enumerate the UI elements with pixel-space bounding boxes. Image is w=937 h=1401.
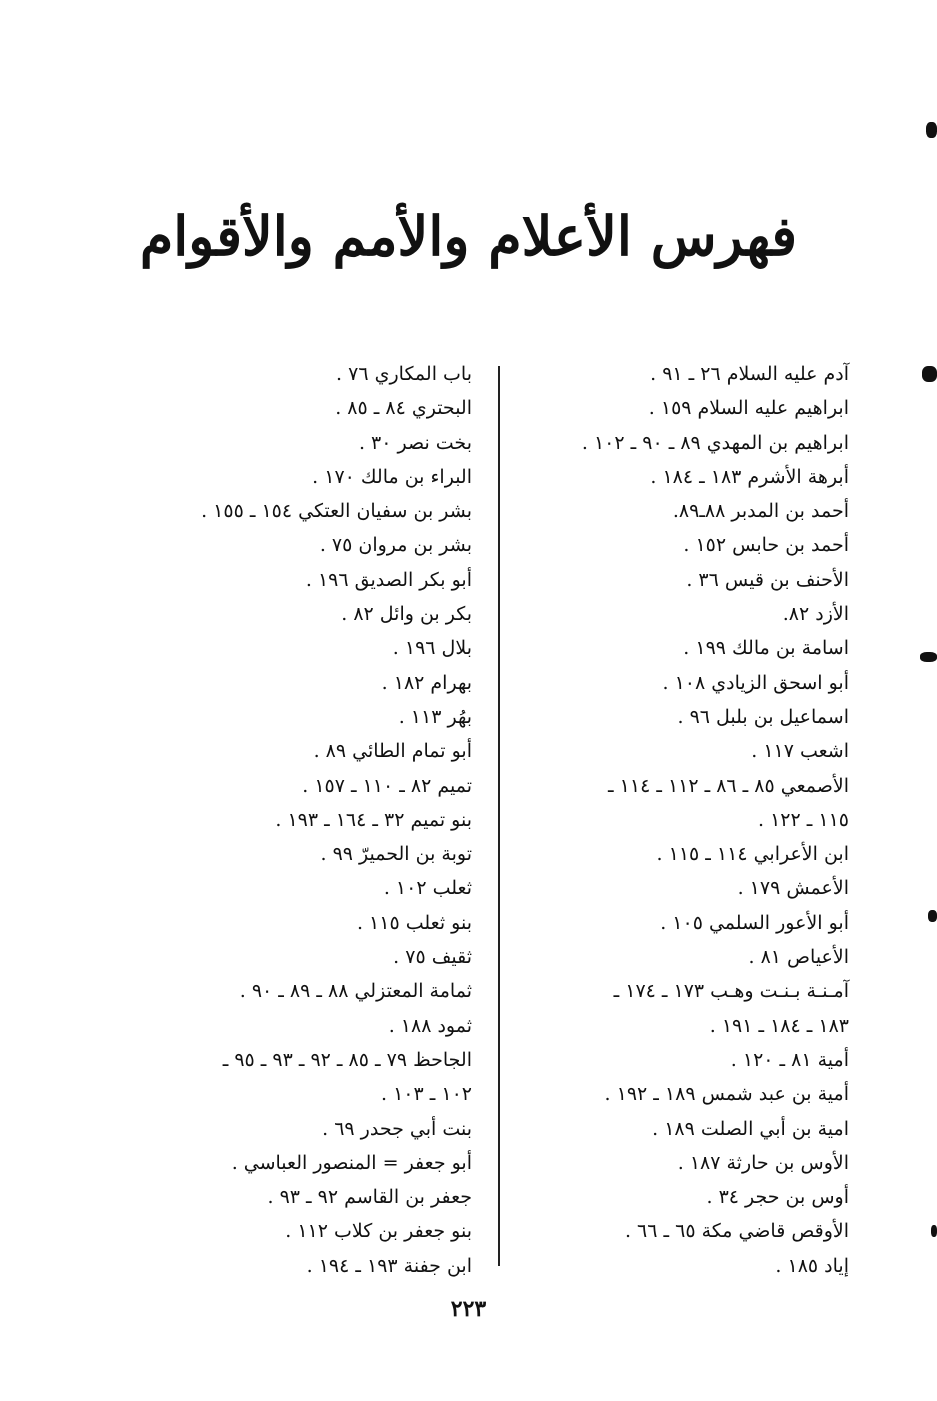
index-entry: باب المكاري ٧٦ . xyxy=(336,363,472,385)
index-entry: ثقيف ٧٥ . xyxy=(393,946,472,969)
index-entry: بلال ١٩٦ . xyxy=(392,637,472,660)
index-entry: ابن الأعرابي ١١٤ ـ ١١٥ . xyxy=(656,843,849,866)
index-entry: بشر بن مروان ٧٥ . xyxy=(319,534,472,557)
index-entry: الجاحظ ٧٩ ـ ٨٥ ـ ٩٢ ـ ٩٣ ـ ٩٥ ـ xyxy=(222,1048,472,1071)
index-entry: بهرام ١٨٢ . xyxy=(381,671,472,694)
index-column-right xyxy=(449,357,849,1283)
index-entry: بنو تميم ٣٢ ـ ١٦٤ ـ ١٩٣ . xyxy=(275,808,472,831)
index-entry: أحمد بن حابس ١٥٢ . xyxy=(683,534,849,557)
index-entry: البحتري ٨٤ ـ ٨٥ . xyxy=(335,397,472,420)
index-entry: ثعلب ١٠٢ . xyxy=(383,877,472,900)
index-entry: بكر بن وائل ٨٢ . xyxy=(341,603,472,626)
column-divider xyxy=(498,366,500,1266)
index-entry-continuation: ١٠٢ ـ ١٠٣ . xyxy=(381,1083,472,1106)
index-entry: البراء بن مالك ١٧٠ . xyxy=(312,465,472,488)
page-title: فهرس الأعلام والأمم والأقوام xyxy=(139,204,798,268)
index-entry: آمـنـة بـنـت وهـب ١٧٣ ـ ١٧٤ ـ xyxy=(613,980,849,1003)
index-entry-continuation: ١١٥ ـ ١٢٢ . xyxy=(758,808,849,831)
index-entry: تميم ٨٢ ـ ١١٠ ـ ١٥٧ . xyxy=(302,774,472,797)
index-entry: بنت أبي جحدر ٦٩ . xyxy=(322,1117,472,1140)
index-entry: أبو اسحق الزيادي ١٠٨ . xyxy=(662,671,849,694)
page-number: ٢٢٣ xyxy=(450,1296,487,1322)
index-entry: بهُر ١١٣ . xyxy=(398,705,472,728)
index-entry: ابراهيم بن المهدي ٨٩ ـ ٩٠ ـ ١٠٢ . xyxy=(581,431,849,454)
index-entry: الأوقص قاضي مكة ٦٥ ـ ٦٦ . xyxy=(624,1220,849,1243)
index-entry: الأعياص ٨١ . xyxy=(748,946,849,969)
index-entry: بنو جعفر بن كلاب ١١٢ . xyxy=(285,1220,472,1243)
index-entry: أوس بن حجر ٣٤ . xyxy=(706,1186,849,1209)
index-entry: امية بن أبي الصلت ١٨٩ . xyxy=(652,1117,849,1140)
index-entry: ثمود ١٨٨ . xyxy=(388,1014,472,1037)
index-entry-continuation: ١٨٣ ـ ١٨٤ ـ ١٩١ . xyxy=(709,1014,849,1037)
index-entry: توبة بن الحميرّ ٩٩ . xyxy=(320,843,472,866)
index-entry: الأوس بن حارثة ١٨٧ . xyxy=(677,1151,849,1174)
index-entry: ابن جفنة ١٩٣ ـ ١٩٤ . xyxy=(306,1254,472,1277)
index-entry: بشر بن سفيان العتكي ١٥٤ ـ ١٥٥ . xyxy=(201,500,472,523)
index-entry: الأصمعي ٨٥ ـ ٨٦ ـ ١١٢ ـ ١١٤ ـ xyxy=(608,774,849,797)
index-entry: أبو جعفر = المنصور العباسي . xyxy=(231,1151,472,1174)
index-entry: أبرهة الأشرم ١٨٣ ـ ١٨٤ . xyxy=(650,465,849,488)
index-entry: بخت نصر ٣٠ . xyxy=(358,431,472,454)
index-entry: الأحنف بن قيس ٣٦ . xyxy=(686,568,849,591)
index-entry: آدم عليه السلام ٢٦ ـ ٩١ . xyxy=(650,363,849,385)
scan-mark xyxy=(928,910,937,922)
index-entry: اشعب ١١٧ . xyxy=(751,740,849,763)
scan-mark xyxy=(920,652,937,662)
index-entry: إياد ١٨٥ . xyxy=(775,1254,849,1277)
scan-mark xyxy=(926,122,937,138)
index-entry: أبو بكر الصديق ١٩٦ . xyxy=(305,568,472,591)
index-entry: أمية ٨١ ـ ١٢٠ . xyxy=(730,1048,849,1071)
index-entry: بنو ثعلب ١١٥ . xyxy=(356,911,472,934)
index-entry: أبو تمام الطائي ٨٩ . xyxy=(313,740,472,763)
index-entry: ثمامة المعتزلي ٨٨ ـ ٨٩ ـ ٩٠ . xyxy=(239,980,472,1003)
scan-mark xyxy=(922,366,937,382)
index-entry: أحمد بن المدبر ٨٨ـ٨٩. xyxy=(672,500,849,523)
index-entry: ابراهيم عليه السلام ١٥٩ . xyxy=(648,397,849,420)
index-entry: أبو الأعور السلمي ١٠٥ . xyxy=(660,911,849,934)
index-entry: الأعمش ١٧٩ . xyxy=(737,877,849,900)
index-entry: اسامة بن مالك ١٩٩ . xyxy=(683,637,849,660)
index-entry: جعفر بن القاسم ٩٢ ـ ٩٣ . xyxy=(267,1186,472,1209)
index-entry: أمية بن عبد شمس ١٨٩ ـ ١٩٢ . xyxy=(604,1083,849,1106)
scan-mark xyxy=(931,1225,937,1237)
index-column-left xyxy=(172,357,472,1283)
index-entry: الأزد ٨٢. xyxy=(782,603,849,626)
index-entry: اسماعيل بن بلبل ٩٦ . xyxy=(677,705,849,728)
